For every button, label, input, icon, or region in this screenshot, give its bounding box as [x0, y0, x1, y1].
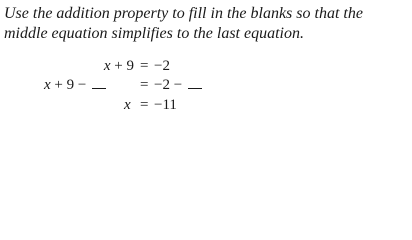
- equals-sign: =: [140, 58, 149, 74]
- equation-1-rhs: −2: [154, 58, 170, 74]
- equals-sign: =: [140, 97, 149, 113]
- equation-3-lhs: [124, 96, 131, 114]
- equation-1-lhs-rest: + 9: [110, 58, 134, 74]
- equation-line-1: [0, 57, 412, 75]
- equation-2-lhs-rest: + 9 −: [50, 77, 87, 93]
- variable-x: x: [103, 58, 111, 74]
- equation-2-lhs: [44, 76, 108, 94]
- instructions-text: Use the addition property to fill in the blanks so that the middle equation simplifies to the last equation.: [4, 5, 363, 42]
- variable-x: x: [44, 77, 51, 93]
- equation-3-rhs: −11: [154, 97, 177, 113]
- variable-x: x: [124, 97, 131, 113]
- blank-left-input[interactable]: [92, 76, 106, 89]
- equation-2-rhs: [154, 76, 204, 94]
- equation-line-2: [0, 76, 412, 94]
- equation-line-3: [0, 96, 412, 114]
- equals-sign: =: [140, 77, 149, 93]
- blank-right-input[interactable]: [188, 76, 202, 89]
- equation-2-rhs-text: −2 −: [154, 77, 183, 93]
- equation-1-lhs: [84, 57, 134, 75]
